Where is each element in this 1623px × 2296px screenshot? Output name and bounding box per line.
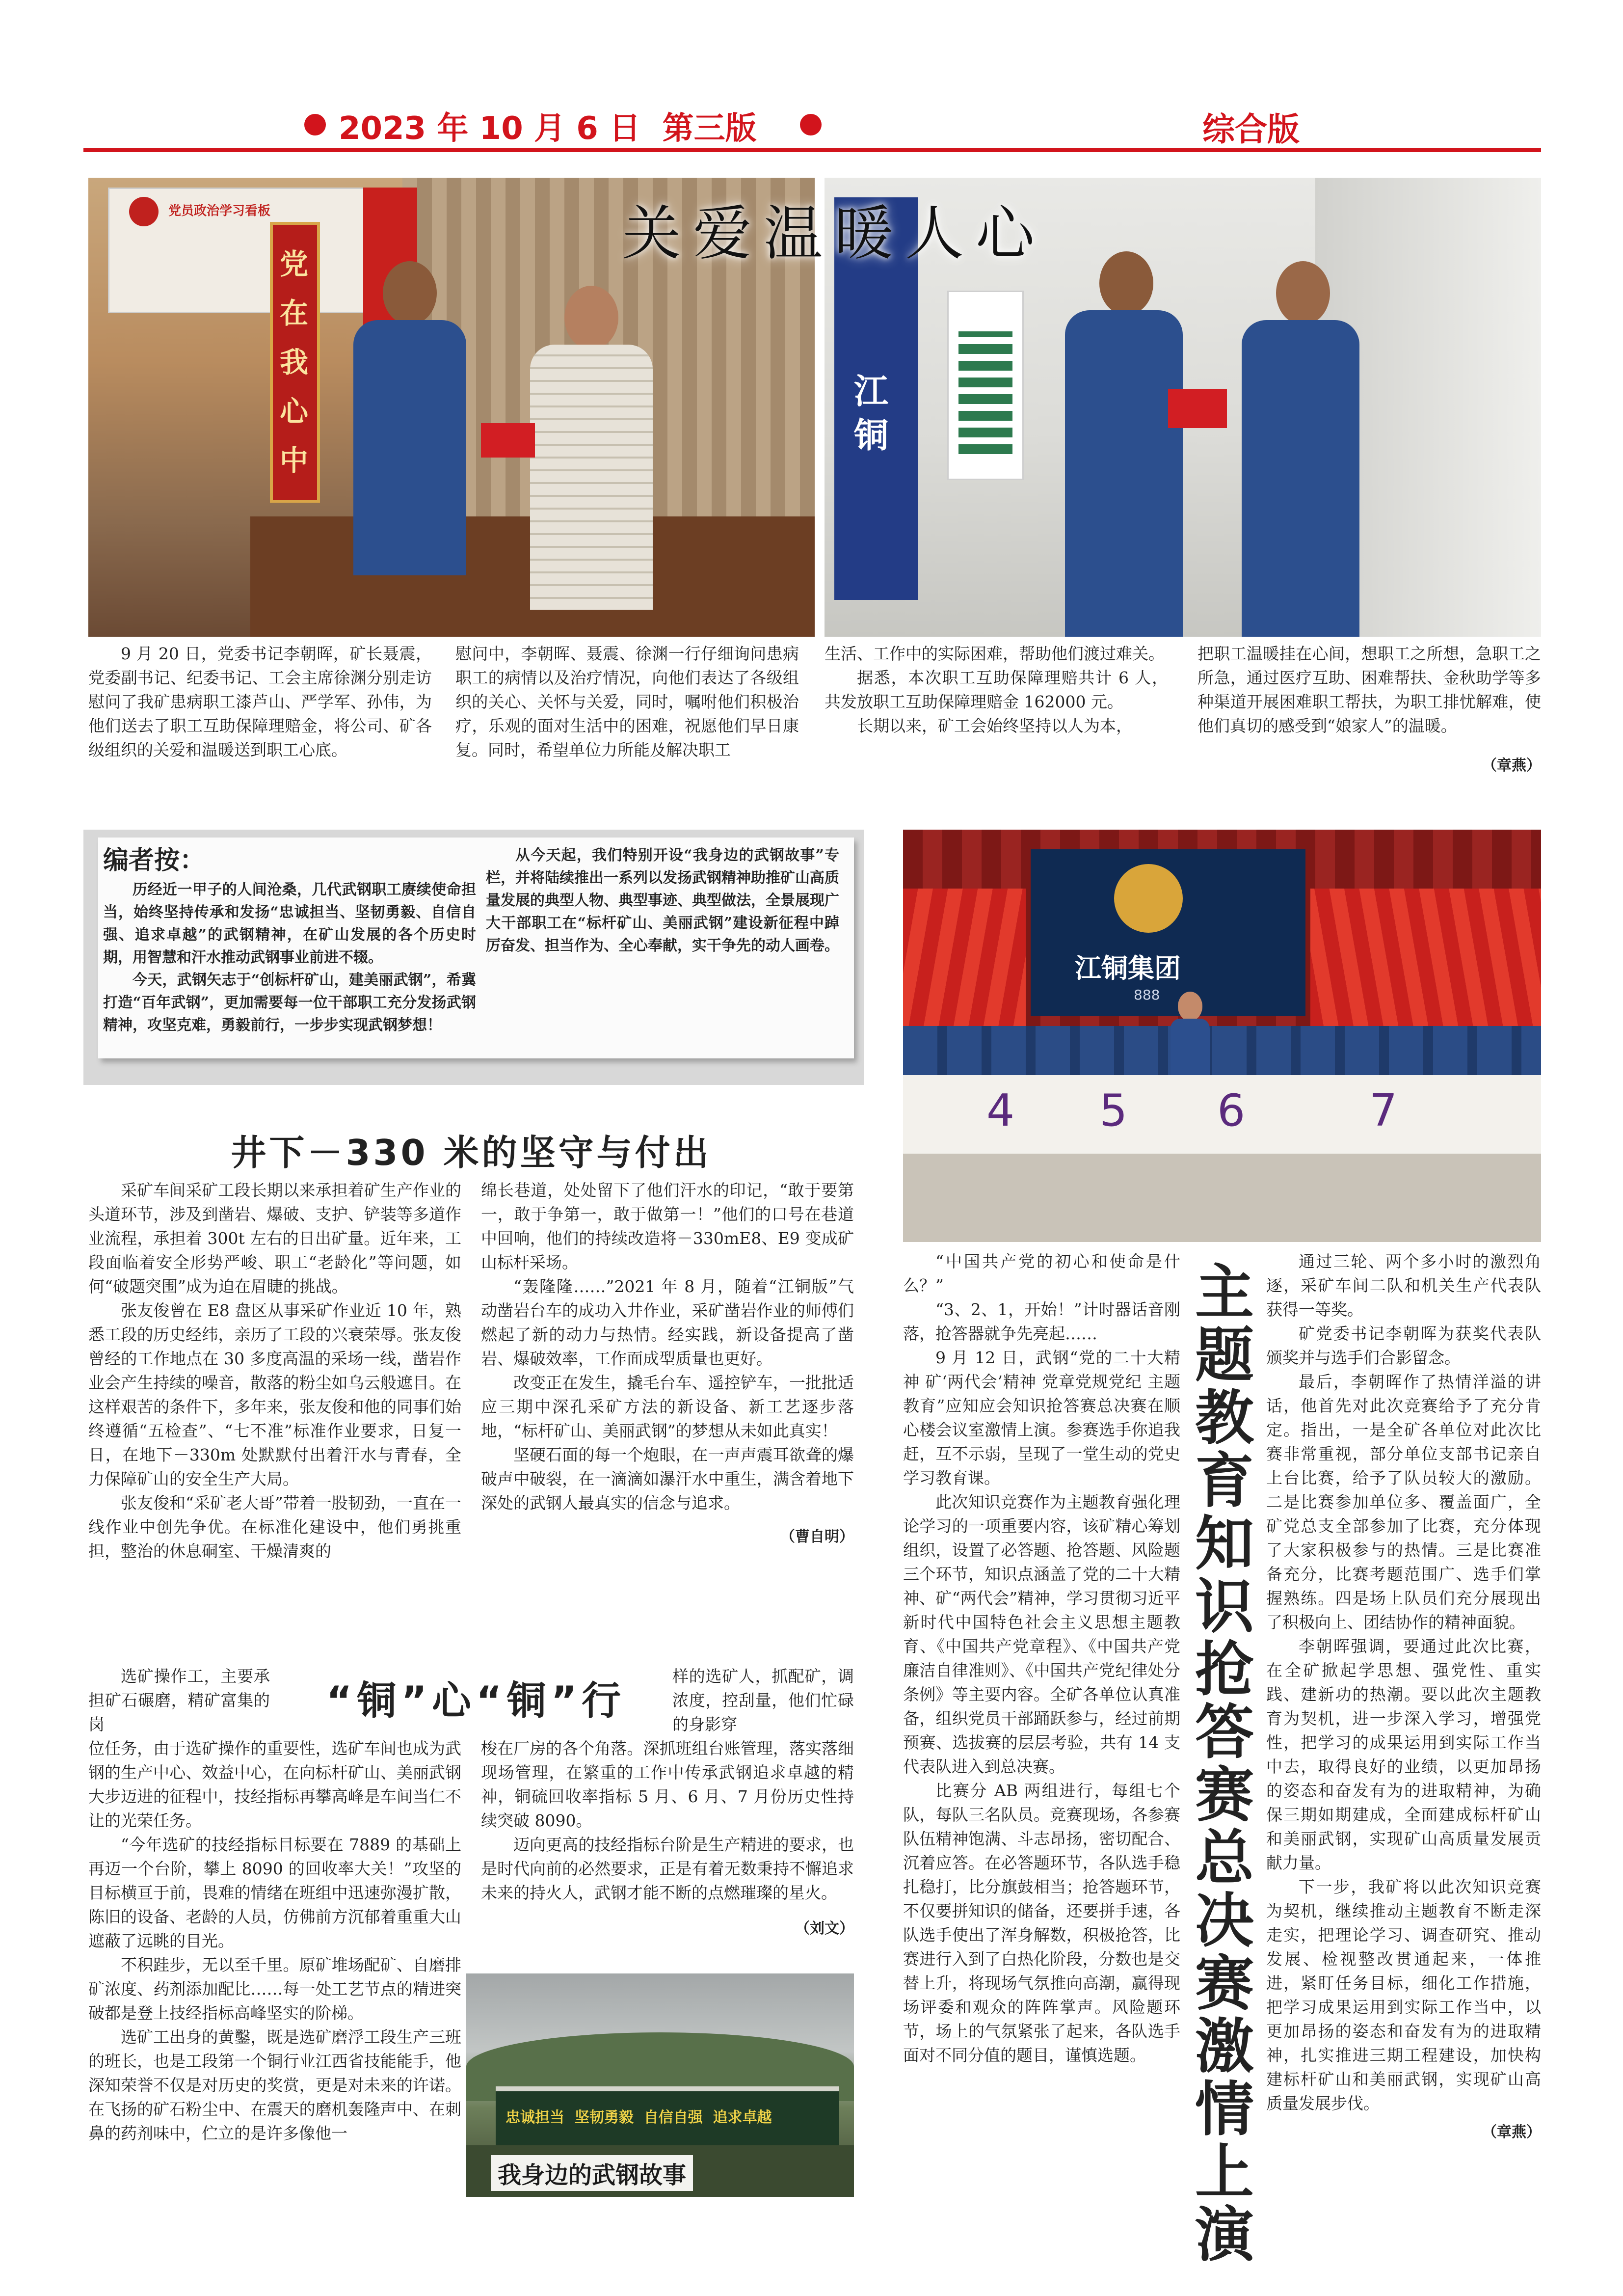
article1-col1 [88, 642, 432, 762]
article2-p3: 张友俊和“采矿老大哥”带着一股韧劲，一直在一线作业中创先争优。在标准化建设中，他们勇挑重担，整治的休息硐室、干燥清爽的 [88, 1493, 461, 1561]
red-envelope [1168, 389, 1227, 428]
team-number-5: 5 [1099, 1085, 1128, 1136]
article4-title: 主题教育知识抢答赛总决赛激情上演 [1195, 1259, 1254, 2269]
article1-col4 [1197, 642, 1541, 778]
editor-note-p2: 今天，武钢矢志于“创标杆矿山，建美丽武钢”，希冀打造“百年武钢”，更加需要每一位干部职工充分发扬武钢精神，攻坚克难，勇毅前行，一步步实现武钢梦想！ [103, 972, 476, 1034]
masthead-dot-left [304, 114, 326, 135]
screen-brand: 江铜集团 [1075, 953, 1181, 984]
article3-col2 [481, 1736, 854, 1941]
floor [903, 1154, 1541, 1242]
masthead-dot-right [800, 114, 822, 135]
article1-col2 [455, 642, 799, 762]
article1-col3-text-a: 生活、工作中的实际困难，帮助他们渡过难关。 [825, 644, 1165, 663]
article2-p1: 采矿车间采矿工段长期以来承担着矿生产作业的头道环节，涉及到凿岩、爆破、支护、铲装等多道作业流程，承担着 300t 左右的日出矿量。近年来，工段面临着安全形势严峻、职工“老龄化”等问题，如何“破题突围”成为迫在眉睫的挑战。 [88, 1181, 461, 1296]
masthead-rule [83, 148, 1541, 152]
article3-left3: 不积跬步，无以至千里。原矿堆场配矿、自磨排矿浓度、药剂添加配比……每一处工艺节点的精进突破都是登上技经指标高峰坚实的阶梯。 [88, 1955, 461, 2023]
slogan-wall [496, 2086, 839, 2150]
article1-credit: （章燕） [1482, 757, 1541, 774]
article3-right2: 迈向更高的技经指标台阶是生产精进的要求，也是时代向前的必然要求，正是有着无数秉持不懈追求未来的持火人，武钢才能不断的点燃璀璨的星火。 [481, 1835, 854, 1902]
article3-intro-right [672, 1664, 854, 1736]
article4-c2p2: 矿党委书记李朝晖为获奖代表队颁奖并与选手们合影留念。 [1266, 1324, 1541, 1367]
article3-col1 [88, 1736, 461, 2145]
article3-left2: “今年选矿的技经指标目标要在 7889 的基础上再迈一个台阶，攀上 8090 的回收率大关！”攻坚的目标横亘于前，畏难的情绪在班组中迅速弥漫扩散，陈旧的设备、老龄的人员，仿佛前方沉郁着重重大山遮蔽了远眺的目光。 [88, 1835, 461, 1950]
article4-c2p1: 通过三轮、两个多小时的激烈角逐，采矿车间二队和机关生产代表队获得一等奖。 [1266, 1252, 1541, 1319]
flags-right [1310, 889, 1541, 1036]
editor-note [83, 830, 864, 1085]
article2-p6: 改变正在发生，撬毛台车、遥控铲车，一批批适应三期中深孔采矿方法的新设备、新工艺逐步落地，“标杆矿山、美丽武钢”的梦想从未如此真实！ [481, 1373, 854, 1440]
red-banner [270, 222, 320, 503]
article1-col3-text-b: 据悉，本次职工互助保障理赔共计 6 人，共发放职工互助保障理赔金 162000 元。 [825, 668, 1168, 711]
screen-sub: 888 [1134, 987, 1160, 1003]
article3-left1: 位任务，由于选矿操作的重要性，选矿车间也成为武钢的生产中心、效益中心，在向标杆矿山、美丽武钢大步迈进的征程中，技经指标再攀高峰是车间当仁不让的光荣任务。 [88, 1739, 461, 1830]
photo-slogan-wall [466, 1973, 854, 2197]
article1-col1-text: 9 月 20 日，党委书记李朝晖，矿长聂震，党委副书记、纪委书记、工会主席徐渊分别走访慰问了我矿患病职工漆芦山、严学军、孙伟，为他们送去了职工互助保障理赔金，将公司、矿各级组织的关爱和温暖送到职工心底。 [88, 644, 432, 759]
contest-tables [903, 1075, 1541, 1154]
article1-col4-text: 把职工温暖挂在心间，想职工之所想，急职工之所急，通过医疗互助、困难帮扶、金秋助学等多种渠道开展困难职工帮扶，为职工排忧解难，使他们真切的感受到“娘家人”的温暖。 [1197, 644, 1541, 735]
article1-col2-text: 慰问中，李朝晖、聂震、徐渊一行仔细询问患病职工的病情以及治疗情况，向他们表达了各级组织的关心、关怀与关爱，同时，嘱咐他们积极治疗，乐观的面对生活中的困难，祝愿他们早日康复。同时，希望单位力所能及解决职工 [455, 644, 799, 759]
editor-note-label: 编者按： [103, 846, 206, 875]
team-number-4: 4 [986, 1085, 1015, 1136]
stage-screen [1031, 849, 1305, 1016]
red-banner-text: 党在我心中 [280, 247, 309, 477]
screen-logo [1114, 864, 1183, 933]
article3-right1: 梭在厂房的各个角落。深抓班组台账管理，落实落细现场管理，在繁重的工作中传承武钢追求卓越的精神，铜硫回收率指标 5 月、6 月、7 月份历史性持续突破 8090。 [481, 1739, 854, 1830]
masthead-date: 2023 年 10 月 6 日 第三版 [339, 110, 757, 147]
article4-c2p5: 下一步，我矿将以此次知识竞赛为契机，继续推动主题教育不断走深走实，把理论学习、调查研究、推动发展、检视整改贯通起来，一体推进，紧盯任务目标，细化工作措施，把学习成果运用到实际工作当中，以更加昂扬的姿态和奋发有为的进取精神，扎实推进三期工程建设，加快构建标杆矿山和美丽武钢，实现矿山高质量发展步伐。 [1266, 1877, 1541, 2113]
person-receiver [1227, 261, 1374, 637]
board-logo [129, 197, 159, 226]
editor-note-p1: 历经近一甲子的人间沧桑，几代武钢职工赓续使命担当，始终坚持传承和发扬“忠诚担当、坚韧勇毅、自信自强、追求卓越”的武钢精神，在矿山发展的各个历史时期，用智慧和汗水推动武钢事业前进不辍。 [103, 881, 476, 966]
slogan-text: 忠诚担当 坚韧勇毅 自信自强 追求卓越 [506, 2109, 772, 2126]
person-patient [515, 286, 663, 610]
company-flag-text: 江铜 [854, 371, 888, 456]
article4-c1p3: 9 月 12 日，武钢“党的二十大精神 矿‘两代会’精神 党章党规党纪 主题教育”应知应会知识抢答赛总决赛在顺心楼会议室激情上演。参赛选手你追我赶，互不示弱，呈现了一堂生动的党史学习教育课。 [903, 1348, 1180, 1487]
article4-c2p4: 李朝晖强调，要通过此次比赛，在全矿掀起学思想、强党性、重实践、建新功的热潮。要以此次主题教育为契机，进一步深入学习，增强党性，把学习的成果运用到实际工作当中去，取得良好的业绩，以更加昂扬的姿态和奋发有为的进取精神，为确保三期如期建成，全面建成标杆矿山和美丽武钢，实现矿山高质量发展贡献力量。 [1266, 1637, 1541, 1872]
study-board-title: 党员政治学习看板 [168, 204, 271, 218]
article3-left4: 选矿工出身的黄鑿，既是选矿磨浮工段生产三班的班长，也是工段第一个铜行业江西省技能能手，他深知荣誉不仅是对历史的奖赏，更是对未来的许诺。在飞扬的矿石粉尘中、在震天的磨机轰隆声中、在刺鼻的药剂味中，伫立的是许多像他一 [88, 2027, 461, 2143]
photo-quiz-contest [903, 830, 1541, 1242]
article4-c1p1: “中国共产党的初心和使命是什么？” [903, 1252, 1180, 1295]
article2-title: 井下－330 米的坚守与付出 [231, 1132, 712, 1173]
article4-c1p2: “3、2、1，开始！”计时器话音刚落，抢答器就争先亮起…… [903, 1300, 1180, 1343]
article4-c2p3: 最后，李朝晖作了热情洋溢的讲话，他首先对此次竞赛给予了充分肯定。指出，一是全矿各单位对此次比赛非常重视，部分单位支部书记亲自上台比赛，给予了队员较大的激励。二是比赛参加单位多、覆盖面广，全矿党总支全部参加了比赛，充分体现了大家积极参与的热情。三是比赛准备充分，比赛考题范围广、选手们掌握熟练。四是场上队员们充分展现出了积极向上、团结协作的精神面貌。 [1266, 1372, 1541, 1632]
editor-note-right [486, 844, 839, 957]
article2-p2: 张友俊曾在 E8 盘区从事采矿作业近 10 年，熟悉工段的历史经纬，亲历了工段的兴衰荣辱。张友俊曾经的工作地点在 30 多度高温的采场一线，凿岩作业会产生持续的噪音，散落的粉尘如乌云般遮目。在这样艰苦的条件下，多年来，张友俊和他的同事们始终遵循“五检查”、“七不准”标准作业要求，日复一日，在地下－330m 处默默付出着汗水与青春，全力保障矿山的安全生产大局。 [88, 1301, 461, 1488]
article3-intro-left [88, 1664, 270, 1736]
flags-left [903, 889, 1026, 1036]
article2-p5: “轰隆隆……”2021 年 8 月，随着“江铜版”气动凿岩台车的成功入井作业，采矿凿岩作业的师傅们燃起了新的动力与热情。经实践，新设备提高了凿岩、爆破效率，工作面成型质量也更好。 [481, 1277, 854, 1368]
red-envelope [481, 423, 535, 458]
team-number-6: 6 [1217, 1085, 1246, 1136]
article1-col3 [825, 642, 1168, 738]
person-worker [344, 261, 471, 575]
article3-intro-right-text: 样的选矿人，抓配矿，调浓度，控刮量，他们忙碌的身影穿 [672, 1667, 854, 1734]
article4-credit: （章燕） [1482, 2124, 1541, 2141]
study-board [108, 188, 366, 313]
article2-col1 [88, 1178, 461, 1563]
person-giver [1050, 251, 1197, 637]
article3-title: “铜”心“铜”行 [326, 1678, 626, 1724]
article4-col1 [903, 1249, 1180, 2067]
masthead [83, 93, 1541, 157]
masthead-section: 综合版 [1202, 110, 1300, 148]
article4-c1p5: 比赛分 AB 两组进行，每组七个队，每队三名队员。竞赛现场，各参赛队伍精神饱满、斗志昂扬，密切配合、沉着应答。在必答题环节，各队选手稳扎稳打，比分旗鼓相当；抢答题环节，不仅要拼知识的储备，还要拼手速，各队选手使出了浑身解数，积极抢答，比赛进行入到了白热化阶段，分数也是交替上升，将现场气氛推向高潮，赢得现场评委和观众的阵阵掌声。风险题环节，场上的气氛紧张了起来，各队选手面对不同分值的题目，谨慎选题。 [903, 1781, 1180, 2065]
article1-title: 关爱温暖人心 [622, 200, 1046, 268]
article4-col2 [1266, 1249, 1541, 2144]
team-number-7: 7 [1369, 1085, 1398, 1136]
editor-note-left [103, 879, 476, 1037]
column-caption: 我身边的武钢故事 [491, 2155, 693, 2191]
article2-credit: （曹自明） [780, 1528, 854, 1545]
editor-note-p3: 从今天起，我们特别开设“我身边的武钢故事”专栏，并将陆续推出一系列以发扬武钢精神助推矿山高质量发展的典型人物、典型事迹、典型做法，全景展现广大干部职工在“标杆矿山、美丽武钢”建设新征程中踔厉奋发、担当作为、全心奉献，实干争先的动人画卷。 [486, 847, 839, 954]
article3-credit: （刘文） [795, 1920, 854, 1937]
article2-p7: 坚硬石面的每一个炮眼，在一声声震耳欲聋的爆破声中破裂，在一滴滴如瀑汗水中重生，满含着地下深处的武钢人最真实的信念与追求。 [481, 1445, 854, 1513]
article1-col3-text-c: 长期以来，矿工会始终坚持以人为本， [857, 716, 1132, 735]
article4-c1p4: 此次知识竞赛作为主题教育强化理论学习的一项重要内容，该矿精心筹划组织，设置了必答题、抢答题、风险题三个环节，知识点涵盖了党的二十大精神、矿“两代会”精神，学习贯彻习近平新时代中国特色社会主义思想主题教育、《中国共产党章程》、《中国共产党廉洁自律准则》、《中国共产党纪律处分条例》等主要内容。全矿各单位认真准备，组织党员干部踊跃参与，经过前期预赛、选拔赛的层层考验，共有 14 支代表队进入到总决赛。 [903, 1492, 1180, 1776]
article3-intro-left-text: 选矿操作工，主要承担矿石碾磨，精矿富集的岗 [88, 1667, 270, 1734]
article2-p4: 绵长巷道，处处留下了他们汗水的印记，“敢于要第一，敢于争第一，敢于做第一！”他们的口号在巷道中回响，他们的持续改造将－330mE8、E9 变成矿山标杆采场。 [481, 1181, 854, 1272]
article2-col2 [481, 1178, 854, 1549]
info-board [947, 291, 1024, 480]
